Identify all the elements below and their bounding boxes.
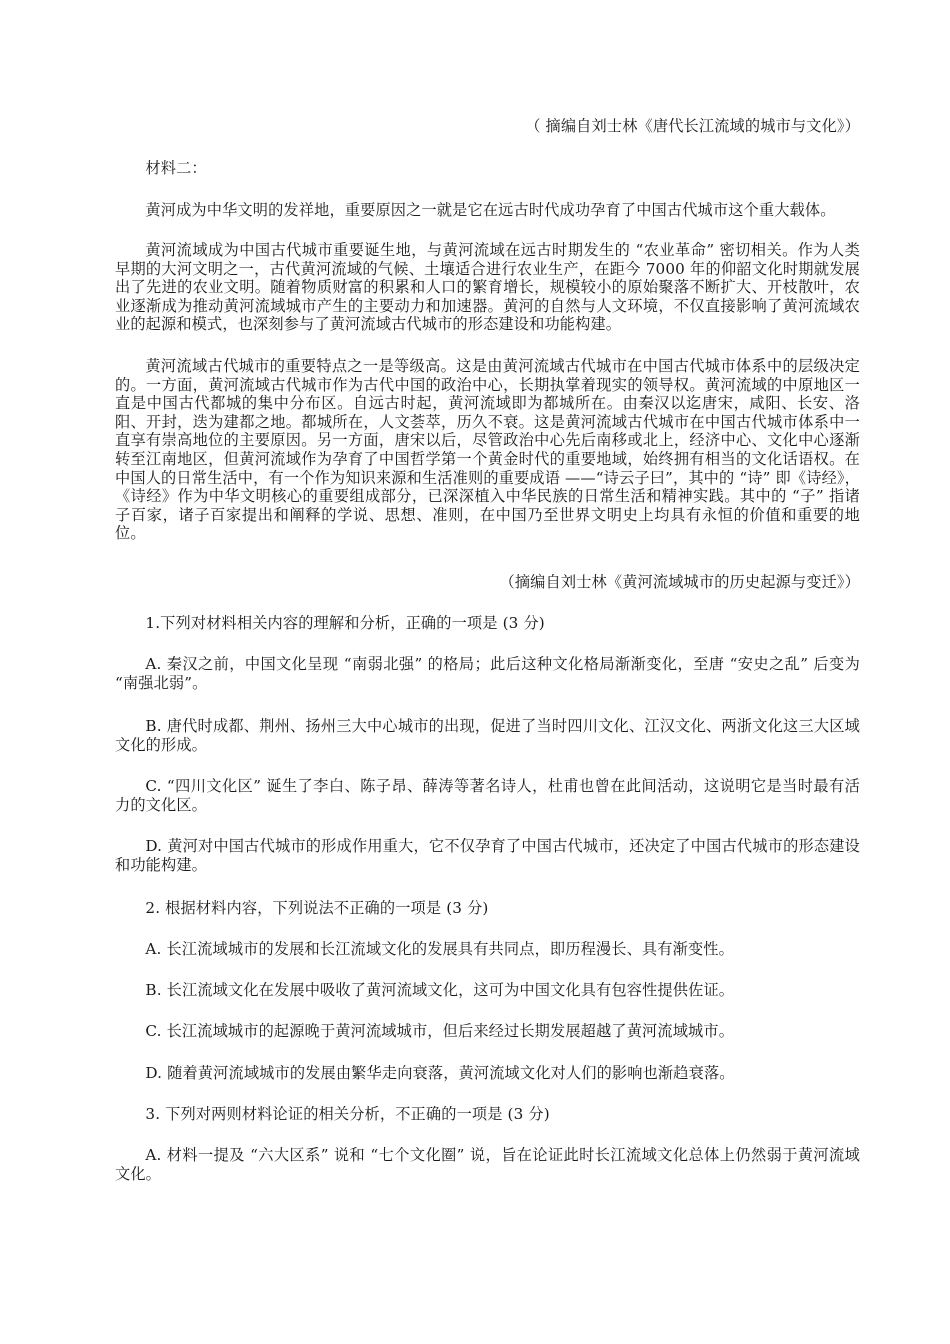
question-2-option-a: A. 长江流域城市的发展和长江流域文化的发展具有共同点，即历程漫长、具有渐变性。	[145, 940, 734, 958]
question-3-stem: 3. 下列对两则材料论证的相关分析，不正确的一项是 (3 分)	[145, 1105, 550, 1123]
question-1-stem: 1.下列对材料相关内容的理解和分析，正确的一项是 (3 分)	[145, 614, 545, 632]
material-2-label: 材料二：	[145, 159, 207, 177]
question-2-option-b: B. 长江流域文化在发展中吸收了黄河流域文化，这可为中国文化具有包容性提供佐证。	[145, 981, 735, 999]
paragraph-1: 黄河成为中华文明的发祥地，重要原因之一就是它在远古时代成功孕育了中国古代城市这个重大载体。	[145, 201, 836, 219]
question-2-stem: 2. 根据材料内容，下列说法不正确的一项是 (3 分)	[145, 899, 489, 917]
question-2-option-c: C. 长江流域城市的起源晚于黄河流域城市，但后来经过长期发展超越了黄河流域城市。	[145, 1022, 735, 1040]
question-1-option-d: D. 黄河对中国古代城市的形成作用重大，它不仅孕育了中国古代城市，还决定了中国古代城市的形态建设和功能构建。	[115, 837, 860, 874]
source-citation-2: （摘编自刘士林《黄河流域城市的历史起源与变迁》）	[499, 573, 860, 591]
paragraph-3: 黄河流域古代城市的重要特点之一是等级高。这是由黄河流域古代城市在中国古代城市体系中的层级决定的。一方面，黄河流域古代城市作为古代中国的政治中心，长期执掌着现实的领导权。黄河流域的中原地区一直是中国古代都城的集中分布区。自远古时起，黄河流域即为都城所在。由秦汉以迄唐宋，咸阳、长安、洛阳、开封，迭为建都之地。都城所在，人文荟萃，历久不衰。这是黄河流域古代城市在中国古代城市体系中一直享有崇高地位的主要原因。另一方面，唐宋以后，尽管政治中心先后南移或北上，经济中心、文化中心逐渐转至江南地区，但黄河流域作为孕育了中国哲学第一个黄金时代的重要地域，始终拥有相当的文化话语权。在中国人的日常生活中，有一个作为知识来源和生活准则的重要成语 ——“诗云子曰”，其中的 “诗” 即《诗经》，《诗经》作为中华文明核心的重要组成部分，已深深植入中华民族的日常生活和精神实践。其中的 “子” 指诸子百家，诸子百家提出和阐释的学说、思想、准则，在中国乃至世界文明史上均具有永恒的价值和重要的地位。	[115, 357, 860, 543]
question-1-option-a: A. 秦汉之前，中国文化呈现 “南弱北强” 的格局；此后这种文化格局渐渐变化，至唐 “安史之乱” 后变为 “南强北弱”。	[115, 655, 860, 692]
question-1-option-c: C. “四川文化区” 诞生了李白、陈子昂、薛涛等著名诗人，杜甫也曾在此间活动，这说明它是当时最有活力的文化区。	[115, 777, 860, 814]
question-1-option-b: B. 唐代时成都、荆州、扬州三大中心城市的出现，促进了当时四川文化、江汉文化、两浙文化这三大区域文化的形成。	[115, 717, 860, 754]
source-citation-1: （ 摘编自刘士林《唐代长江流域的城市与文化》）	[525, 117, 860, 135]
paragraph-2: 黄河流域成为中国古代城市重要诞生地，与黄河流域在远古时期发生的 “农业革命” 密切相关。作为人类早期的大河文明之一，古代黄河流域的气候、土壤适合进行农业生产，在距今 7000 年的仰韶文化时期就发展出了先进的农业文明。随着物质财富的积累和人口的繁育增长，规模较小的原始聚落不断扩大、开枝散叶，农业逐渐成为推动黄河流域城市产生的主要动力和加速器。黄河的自然与人文环境，不仅直接影响了黄河流域农业的起源和模式，也深刻参与了黄河流域古代城市的形态建设和功能构建。	[115, 241, 860, 334]
question-2-option-d: D. 随着黄河流域城市的发展由繁华走向衰落，黄河流域文化对人们的影响也渐趋衰落。	[145, 1064, 735, 1082]
question-3-option-a: A. 材料一提及 “六大区系” 说和 “七个文化圈” 说，旨在论证此时长江流域文化总体上仍然弱于黄河流域文化。	[115, 1146, 860, 1183]
